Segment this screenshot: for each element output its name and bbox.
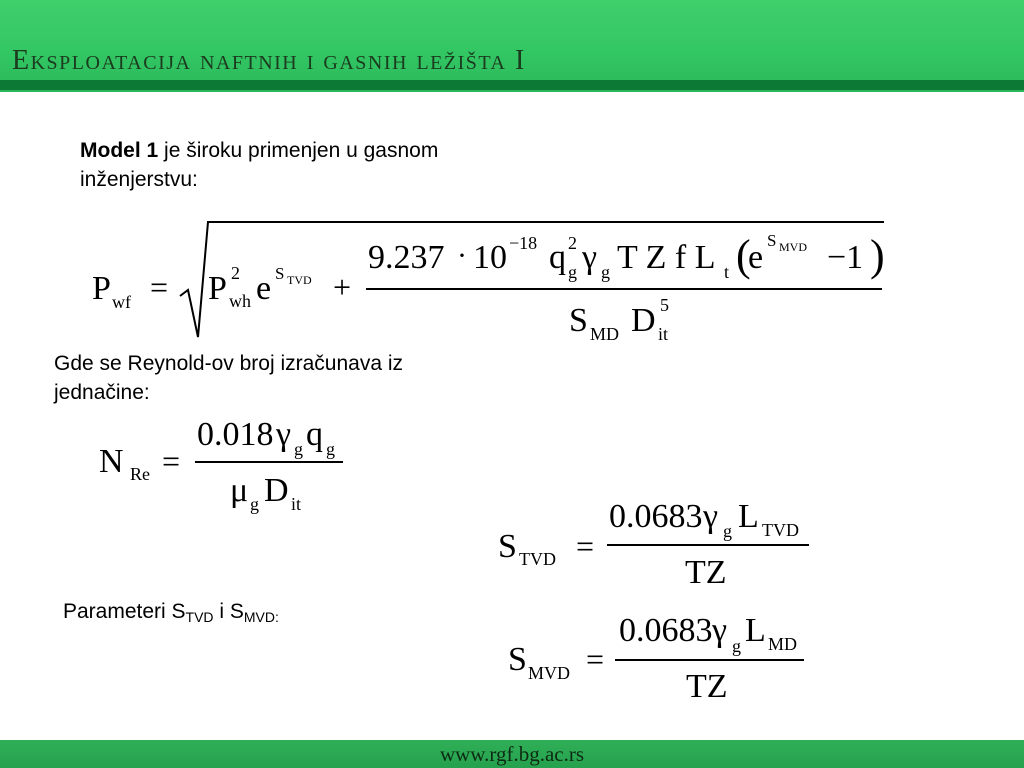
eq3-equals: = (576, 528, 595, 564)
param-prefix: Parameteri S (63, 600, 186, 623)
eq4-equals: = (586, 641, 605, 677)
eq3-l-sub: TVD (762, 520, 799, 540)
eq2-lhs-sub: Re (130, 464, 150, 484)
eq1-l-sub: t (724, 262, 730, 282)
eq1-plus: + (333, 269, 352, 305)
eq2-gamma: γ (276, 416, 292, 453)
param-mid: i S (213, 600, 244, 623)
param-sub-tvd: TVD (185, 609, 214, 625)
equation-smvd (508, 612, 804, 705)
param-sub-mvd: MVD: (243, 609, 279, 625)
eq4-num: 0.0683 (619, 612, 713, 649)
eq2-q-sub: g (326, 439, 335, 459)
eq2-d: D (264, 472, 289, 509)
eq1-coef: 9.237 (368, 239, 445, 276)
eq3-l: L (738, 498, 759, 535)
eq4-l: L (745, 612, 766, 649)
eq2-num: 0.018 (197, 416, 274, 453)
eq1-e2-sup: S (767, 231, 777, 250)
eq2-mu-sub: g (250, 494, 259, 514)
intro-rest: je široku primenjen u gasnom inženjerstvu: (80, 139, 439, 191)
eq2-mu: μ (230, 472, 249, 509)
eq3-lhs-sub: TVD (519, 549, 556, 569)
eq1-den-d-sub: it (658, 324, 669, 344)
eq1-q: q (549, 239, 566, 276)
eq1-gamma: γ (582, 239, 598, 276)
footer-url: www.rgf.bg.ac.rs (439, 742, 585, 766)
eq4-gamma-sub: g (732, 636, 741, 656)
eq1-e2-sup-sub: MVD (779, 240, 808, 254)
intro-bold: Model 1 (80, 139, 159, 162)
eq2-lhs: N (99, 443, 124, 480)
eq4-den: TZ (686, 668, 728, 705)
eq4-lhs-sub: MVD (528, 663, 571, 683)
eq3-num: 0.0683 (609, 498, 703, 535)
eq1-e2: e (748, 239, 764, 276)
eq1-lhs: P (92, 270, 111, 307)
eq3-gamma: γ (703, 498, 719, 535)
eq1-den-d-sup: 5 (660, 295, 669, 315)
eq1-minus-one: −1 (827, 239, 864, 276)
eq1-p: P (208, 270, 227, 307)
eq3-gamma-sub: g (723, 521, 732, 541)
equation-pwf (92, 222, 885, 344)
reynolds-intro-text: Gde se Reynold-ov broj izračunava iz jednačine: (54, 352, 404, 404)
eq2-equals: = (162, 443, 181, 479)
eq1-gamma-sub: g (601, 262, 610, 282)
eq4-lhs: S (508, 641, 527, 678)
slide-title: Eksploatacija naftnih i gasnih ležišta I (12, 45, 526, 76)
eq1-e-sup-sub: TVD (287, 273, 312, 287)
eq1-den-s-sub: MD (590, 324, 620, 344)
eq2-gamma-sub: g (294, 439, 303, 459)
eq1-ten-exp: −18 (509, 233, 538, 253)
eq1-p-sup: 2 (231, 263, 240, 283)
slide-footer (0, 740, 1024, 768)
eq3-den: TZ (685, 554, 727, 591)
eq1-equals: = (150, 269, 169, 305)
eq1-e-sup: S (275, 264, 285, 283)
eq4-gamma: γ (712, 612, 728, 649)
equation-reynolds (99, 416, 343, 514)
eq1-tzfl: T Z f L (617, 239, 716, 276)
eq1-e: e (256, 270, 272, 307)
eq1-paren-close: ) (870, 231, 885, 280)
eq1-p-sub: wh (229, 291, 251, 311)
eq1-den-d: D (631, 302, 656, 339)
eq2-q: q (306, 416, 323, 453)
eq1-q-sup: 2 (568, 233, 577, 253)
eq1-q-sub: g (568, 262, 577, 282)
equation-stvd (498, 498, 809, 591)
eq3-lhs: S (498, 528, 517, 565)
eq4-l-sub: MD (768, 634, 798, 654)
eq1-den-s: S (569, 302, 588, 339)
eq1-lhs-sub: wf (112, 292, 131, 312)
eq2-d-sub: it (291, 494, 302, 514)
eq1-ten: 10 (473, 239, 507, 276)
eq1-dot: · (457, 239, 467, 272)
eq1-paren-open: ( (736, 231, 751, 280)
